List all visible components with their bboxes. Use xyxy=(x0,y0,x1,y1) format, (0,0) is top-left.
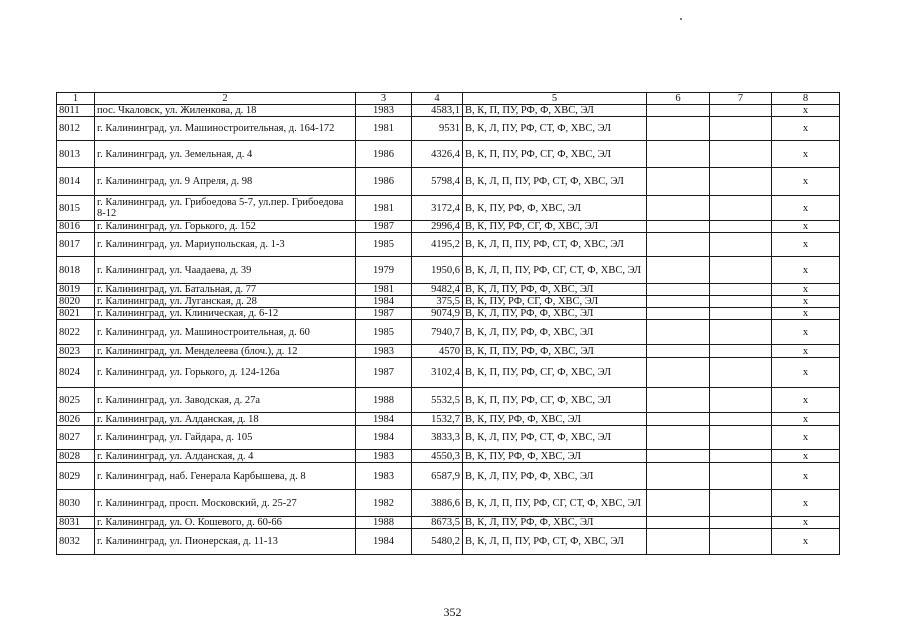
table-body xyxy=(57,93,840,555)
registry-table xyxy=(56,92,840,555)
col7-cell xyxy=(710,413,772,426)
services-cell: В, К, Л, ПУ, РФ, Ф, ХВС, ЭЛ xyxy=(463,284,647,296)
table-row xyxy=(57,105,840,117)
col6-cell xyxy=(647,168,710,196)
address-cell: г. Калининград, ул. Земельная, д. 4 xyxy=(95,141,356,168)
col6-cell xyxy=(647,450,710,463)
mark-cell: х xyxy=(772,105,840,117)
services-cell: В, К, Л, ПУ, РФ, Ф, ХВС, ЭЛ xyxy=(463,320,647,345)
year-cell: 1984 xyxy=(356,296,412,308)
table-row xyxy=(57,413,840,426)
mark-cell: х xyxy=(772,463,840,490)
year-cell: 1982 xyxy=(356,490,412,517)
address-cell: г. Калининград, ул. 9 Апреля, д. 98 xyxy=(95,168,356,196)
mark-cell: х xyxy=(772,450,840,463)
header-col-1: 1 xyxy=(57,93,95,105)
row-number: 8030 xyxy=(57,490,95,517)
col7-cell xyxy=(710,463,772,490)
col6-cell xyxy=(647,105,710,117)
col6-cell xyxy=(647,233,710,257)
col6-cell xyxy=(647,529,710,555)
year-cell: 1984 xyxy=(356,529,412,555)
row-number: 8016 xyxy=(57,221,95,233)
table-row xyxy=(57,490,840,517)
year-cell: 1983 xyxy=(356,463,412,490)
address-cell: г. Калининград, ул. Пионерская, д. 11-13 xyxy=(95,529,356,555)
area-cell: 1950,6 xyxy=(412,257,463,284)
area-cell: 5532,5 xyxy=(412,388,463,413)
row-number: 8015 xyxy=(57,196,95,221)
col7-cell xyxy=(710,141,772,168)
mark-cell: х xyxy=(772,141,840,168)
address-cell: г. Калининград, ул. Чаадаева, д. 39 xyxy=(95,257,356,284)
services-cell: В, К, Л, П, ПУ, РФ, СТ, Ф, ХВС, ЭЛ xyxy=(463,233,647,257)
address-cell: г. Калининград, ул. Луганская, д. 28 xyxy=(95,296,356,308)
scan-speck xyxy=(680,18,682,20)
year-cell: 1984 xyxy=(356,413,412,426)
address-cell: г. Калининград, ул. Машиностроительная, д. 164-172 xyxy=(95,117,356,141)
year-cell: 1987 xyxy=(356,221,412,233)
row-number: 8025 xyxy=(57,388,95,413)
address-cell: пос. Чкаловск, ул. Жиленкова, д. 18 xyxy=(95,105,356,117)
address-cell: г. Калининград, ул. Горького, д. 124-126а xyxy=(95,358,356,388)
services-cell: В, К, Л, П, ПУ, РФ, СТ, Ф, ХВС, ЭЛ xyxy=(463,529,647,555)
table-row xyxy=(57,284,840,296)
col7-cell xyxy=(710,257,772,284)
area-cell: 6587,9 xyxy=(412,463,463,490)
area-cell: 7940,7 xyxy=(412,320,463,345)
col7-cell xyxy=(710,358,772,388)
header-col-5: 5 xyxy=(463,93,647,105)
mark-cell: х xyxy=(772,388,840,413)
services-cell: В, К, Л, П, ПУ, РФ, СГ, СТ, Ф, ХВС, ЭЛ xyxy=(463,257,647,284)
row-number: 8023 xyxy=(57,345,95,358)
address-cell: г. Калининград, ул. Клиническая, д. 6-12 xyxy=(95,308,356,320)
table-row xyxy=(57,168,840,196)
row-number: 8013 xyxy=(57,141,95,168)
col6-cell xyxy=(647,284,710,296)
area-cell: 2996,4 xyxy=(412,221,463,233)
area-cell: 4550,3 xyxy=(412,450,463,463)
services-cell: В, К, Л, ПУ, РФ, Ф, ХВС, ЭЛ xyxy=(463,463,647,490)
header-col-4: 4 xyxy=(412,93,463,105)
table-row xyxy=(57,450,840,463)
services-cell: В, К, П, ПУ, РФ, СГ, Ф, ХВС, ЭЛ xyxy=(463,358,647,388)
services-cell: В, К, П, ПУ, РФ, Ф, ХВС, ЭЛ xyxy=(463,345,647,358)
table-row xyxy=(57,257,840,284)
table-row xyxy=(57,517,840,529)
row-number: 8027 xyxy=(57,426,95,450)
row-number: 8032 xyxy=(57,529,95,555)
row-number: 8022 xyxy=(57,320,95,345)
col7-cell xyxy=(710,117,772,141)
year-cell: 1986 xyxy=(356,141,412,168)
services-cell: В, К, Л, ПУ, РФ, Ф, ХВС, ЭЛ xyxy=(463,308,647,320)
mark-cell: х xyxy=(772,196,840,221)
col7-cell xyxy=(710,517,772,529)
address-cell: г. Калининград, ул. Гайдара, д. 105 xyxy=(95,426,356,450)
area-cell: 5798,4 xyxy=(412,168,463,196)
services-cell: В, К, ПУ, РФ, Ф, ХВС, ЭЛ xyxy=(463,450,647,463)
mark-cell: х xyxy=(772,490,840,517)
mark-cell: х xyxy=(772,284,840,296)
col7-cell xyxy=(710,320,772,345)
year-cell: 1981 xyxy=(356,117,412,141)
address-cell: г. Калининград, ул. Менделеева (блоч.), д. 12 xyxy=(95,345,356,358)
table-row xyxy=(57,296,840,308)
row-number: 8024 xyxy=(57,358,95,388)
page-number: 352 xyxy=(443,605,462,619)
header-row xyxy=(57,93,840,105)
address-cell: г. Калининград, ул. Батальная, д. 77 xyxy=(95,284,356,296)
year-cell: 1985 xyxy=(356,233,412,257)
mark-cell: х xyxy=(772,296,840,308)
col7-cell xyxy=(710,233,772,257)
services-cell: В, К, Л, ПУ, РФ, СТ, Ф, ХВС, ЭЛ xyxy=(463,426,647,450)
year-cell: 1981 xyxy=(356,284,412,296)
address-cell: г. Калининград, ул. Грибоедова 5-7, ул.пер. Грибоедова 8-12 xyxy=(95,196,356,221)
table-row xyxy=(57,426,840,450)
mark-cell: х xyxy=(772,345,840,358)
col6-cell xyxy=(647,221,710,233)
area-cell: 1532,7 xyxy=(412,413,463,426)
table-row xyxy=(57,233,840,257)
col6-cell xyxy=(647,426,710,450)
col7-cell xyxy=(710,426,772,450)
area-cell: 3172,4 xyxy=(412,196,463,221)
area-cell: 4570 xyxy=(412,345,463,358)
col7-cell xyxy=(710,529,772,555)
services-cell: В, К, Л, П, ПУ, РФ, СТ, Ф, ХВС, ЭЛ xyxy=(463,168,647,196)
mark-cell: х xyxy=(772,320,840,345)
year-cell: 1987 xyxy=(356,308,412,320)
year-cell: 1983 xyxy=(356,450,412,463)
row-number: 8021 xyxy=(57,308,95,320)
table-row xyxy=(57,221,840,233)
col6-cell xyxy=(647,117,710,141)
year-cell: 1979 xyxy=(356,257,412,284)
col7-cell xyxy=(710,221,772,233)
row-number: 8020 xyxy=(57,296,95,308)
address-cell: г. Калининград, ул. О. Кошевого, д. 60-66 xyxy=(95,517,356,529)
area-cell: 3833,3 xyxy=(412,426,463,450)
area-cell: 9531 xyxy=(412,117,463,141)
services-cell: В, К, Л, ПУ, РФ, СТ, Ф, ХВС, ЭЛ xyxy=(463,117,647,141)
mark-cell: х xyxy=(772,117,840,141)
col7-cell xyxy=(710,196,772,221)
col7-cell xyxy=(710,105,772,117)
address-cell: г. Калининград, просп. Московский, д. 25-27 xyxy=(95,490,356,517)
table-row xyxy=(57,388,840,413)
year-cell: 1987 xyxy=(356,358,412,388)
row-number: 8026 xyxy=(57,413,95,426)
row-number: 8019 xyxy=(57,284,95,296)
row-number: 8031 xyxy=(57,517,95,529)
col7-cell xyxy=(710,308,772,320)
header-col-8: 8 xyxy=(772,93,840,105)
services-cell: В, К, ПУ, РФ, Ф, ХВС, ЭЛ xyxy=(463,413,647,426)
header-col-3: 3 xyxy=(356,93,412,105)
row-number: 8018 xyxy=(57,257,95,284)
mark-cell: х xyxy=(772,257,840,284)
col7-cell xyxy=(710,490,772,517)
year-cell: 1986 xyxy=(356,168,412,196)
row-number: 8017 xyxy=(57,233,95,257)
address-cell: г. Калининград, ул. Мариупольская, д. 1-3 xyxy=(95,233,356,257)
address-cell: г. Калининград, ул. Алданская, д. 18 xyxy=(95,413,356,426)
year-cell: 1988 xyxy=(356,517,412,529)
table-row xyxy=(57,463,840,490)
address-cell: г. Калининград, ул. Заводская, д. 27а xyxy=(95,388,356,413)
services-cell: В, К, ПУ, РФ, Ф, ХВС, ЭЛ xyxy=(463,196,647,221)
col7-cell xyxy=(710,450,772,463)
area-cell: 9074,9 xyxy=(412,308,463,320)
row-number: 8011 xyxy=(57,105,95,117)
col6-cell xyxy=(647,358,710,388)
col6-cell xyxy=(647,296,710,308)
services-cell: В, К, П, ПУ, РФ, СГ, Ф, ХВС, ЭЛ xyxy=(463,388,647,413)
address-cell: г. Калининград, наб. Генерала Карбышева, д. 8 xyxy=(95,463,356,490)
year-cell: 1983 xyxy=(356,345,412,358)
col6-cell xyxy=(647,345,710,358)
area-cell: 4583,1 xyxy=(412,105,463,117)
table-row xyxy=(57,529,840,555)
col7-cell xyxy=(710,168,772,196)
table-row xyxy=(57,320,840,345)
mark-cell: х xyxy=(772,233,840,257)
services-cell: В, К, ПУ, РФ, СГ, Ф, ХВС, ЭЛ xyxy=(463,296,647,308)
mark-cell: х xyxy=(772,358,840,388)
services-cell: В, К, Л, П, ПУ, РФ, СГ, СТ, Ф, ХВС, ЭЛ xyxy=(463,490,647,517)
row-number: 8028 xyxy=(57,450,95,463)
header-col-2: 2 xyxy=(95,93,356,105)
col6-cell xyxy=(647,141,710,168)
area-cell: 4195,2 xyxy=(412,233,463,257)
header-col-6: 6 xyxy=(647,93,710,105)
mark-cell: х xyxy=(772,221,840,233)
col7-cell xyxy=(710,296,772,308)
mark-cell: х xyxy=(772,517,840,529)
year-cell: 1985 xyxy=(356,320,412,345)
col6-cell xyxy=(647,196,710,221)
year-cell: 1984 xyxy=(356,426,412,450)
table-row xyxy=(57,308,840,320)
table-row xyxy=(57,345,840,358)
year-cell: 1988 xyxy=(356,388,412,413)
row-number: 8029 xyxy=(57,463,95,490)
col6-cell xyxy=(647,413,710,426)
table-row xyxy=(57,117,840,141)
col6-cell xyxy=(647,517,710,529)
year-cell: 1981 xyxy=(356,196,412,221)
col6-cell xyxy=(647,320,710,345)
col6-cell xyxy=(647,257,710,284)
row-number: 8014 xyxy=(57,168,95,196)
mark-cell: х xyxy=(772,308,840,320)
area-cell: 9482,4 xyxy=(412,284,463,296)
area-cell: 3102,4 xyxy=(412,358,463,388)
services-cell: В, К, П, ПУ, РФ, Ф, ХВС, ЭЛ xyxy=(463,105,647,117)
header-col-7: 7 xyxy=(710,93,772,105)
area-cell: 5480,2 xyxy=(412,529,463,555)
address-cell: г. Калининград, ул. Алданская, д. 4 xyxy=(95,450,356,463)
year-cell: 1983 xyxy=(356,105,412,117)
services-cell: В, К, П, ПУ, РФ, СГ, Ф, ХВС, ЭЛ xyxy=(463,141,647,168)
col6-cell xyxy=(647,388,710,413)
address-cell: г. Калининград, ул. Машиностроительная, д. 60 xyxy=(95,320,356,345)
services-cell: В, К, Л, ПУ, РФ, Ф, ХВС, ЭЛ xyxy=(463,517,647,529)
services-cell: В, К, ПУ, РФ, СГ, Ф, ХВС, ЭЛ xyxy=(463,221,647,233)
col6-cell xyxy=(647,308,710,320)
row-number: 8012 xyxy=(57,117,95,141)
area-cell: 8673,5 xyxy=(412,517,463,529)
table-row xyxy=(57,141,840,168)
col7-cell xyxy=(710,388,772,413)
mark-cell: х xyxy=(772,168,840,196)
col7-cell xyxy=(710,284,772,296)
area-cell: 4326,4 xyxy=(412,141,463,168)
col7-cell xyxy=(710,345,772,358)
table-row xyxy=(57,358,840,388)
table-row xyxy=(57,196,840,221)
mark-cell: х xyxy=(772,413,840,426)
address-cell: г. Калининград, ул. Горького, д. 152 xyxy=(95,221,356,233)
area-cell: 375,5 xyxy=(412,296,463,308)
col6-cell xyxy=(647,490,710,517)
mark-cell: х xyxy=(772,426,840,450)
area-cell: 3886,6 xyxy=(412,490,463,517)
col6-cell xyxy=(647,463,710,490)
mark-cell: х xyxy=(772,529,840,555)
